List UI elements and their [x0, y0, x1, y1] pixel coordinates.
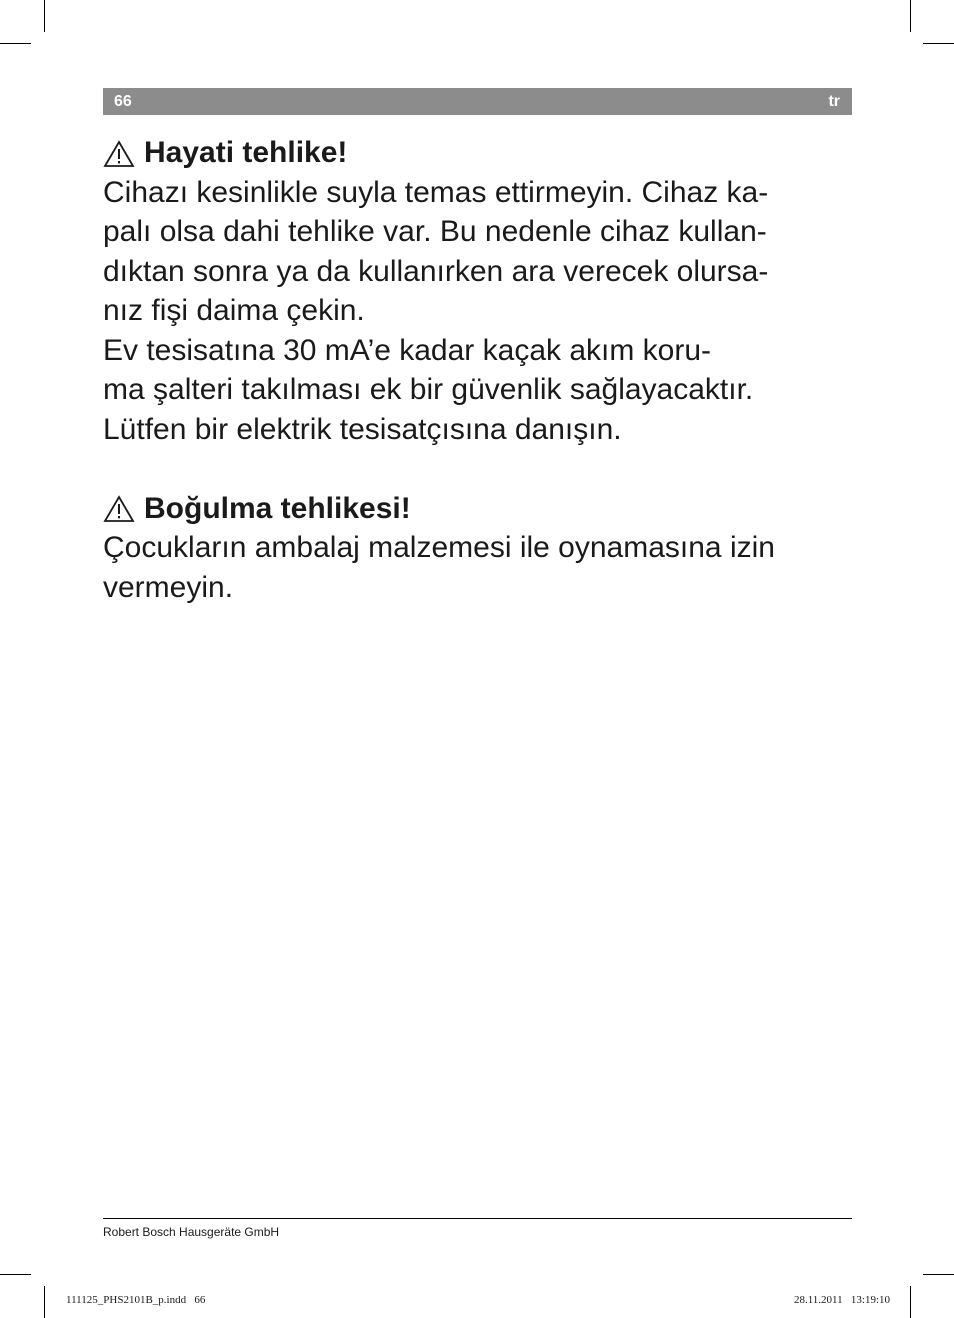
crop-mark-top-right-h [923, 43, 954, 44]
warning-title-text: Boğulma tehlikesi! [144, 491, 411, 525]
crop-mark-bottom-right-h [923, 1274, 954, 1275]
text-line: ma şalteri takılması ek bir güvenlik sağlayacaktır. [103, 373, 754, 406]
warning-title-text: Hayati tehlike! [144, 136, 348, 169]
text-line: palı olsa dahi tehlike var. Bu nedenle cihaz kullan- [103, 215, 767, 248]
warning-section-electric [103, 133, 853, 449]
warning-title [103, 489, 853, 529]
text-line: Çocukların ambalaj malzemesi ile oynamasına izin [103, 531, 775, 564]
slug-datetime: 28.11.2011 13:19:10 [793, 1294, 890, 1306]
crop-mark-bottom-right-v [910, 1286, 911, 1318]
text-line: Ev tesisatına 30 mA’e kadar kaçak akım koru- [103, 333, 712, 367]
warning-triangle-icon [103, 495, 135, 523]
footer-rule [103, 1218, 852, 1219]
warning-section-suffocation [103, 489, 853, 608]
footer-company: Robert Bosch Hausgeräte GmbH [103, 1225, 280, 1239]
crop-mark-top-left-v [44, 0, 45, 32]
crop-mark-bottom-left-v [44, 1286, 45, 1318]
slug-file-info: 111125_PHS2101B_p.indd 66 [66, 1294, 206, 1306]
crop-mark-top-right-v [910, 0, 911, 32]
language-code: tr [828, 92, 840, 110]
crop-mark-top-left-h [0, 43, 31, 44]
page-content [103, 133, 853, 607]
page-header-bar [103, 88, 852, 115]
warning-triangle-icon [103, 140, 135, 168]
text-line: nız fişi daima çekin. [103, 294, 365, 327]
text-line: dıktan sonra ya da kullanırken ara verecek olursa- [103, 254, 769, 288]
text-line: vermeyin. [103, 570, 234, 604]
text-line: Lütfen bir elektrik tesisatçısına danışın. [103, 412, 622, 446]
section-spacer [103, 449, 853, 489]
warning-title [103, 133, 853, 173]
page-number: 66 [114, 92, 132, 110]
crop-mark-bottom-left-h [0, 1274, 31, 1275]
text-line: Cihazı kesinlikle suyla temas ettirmeyin. Cihaz ka- [103, 175, 769, 209]
